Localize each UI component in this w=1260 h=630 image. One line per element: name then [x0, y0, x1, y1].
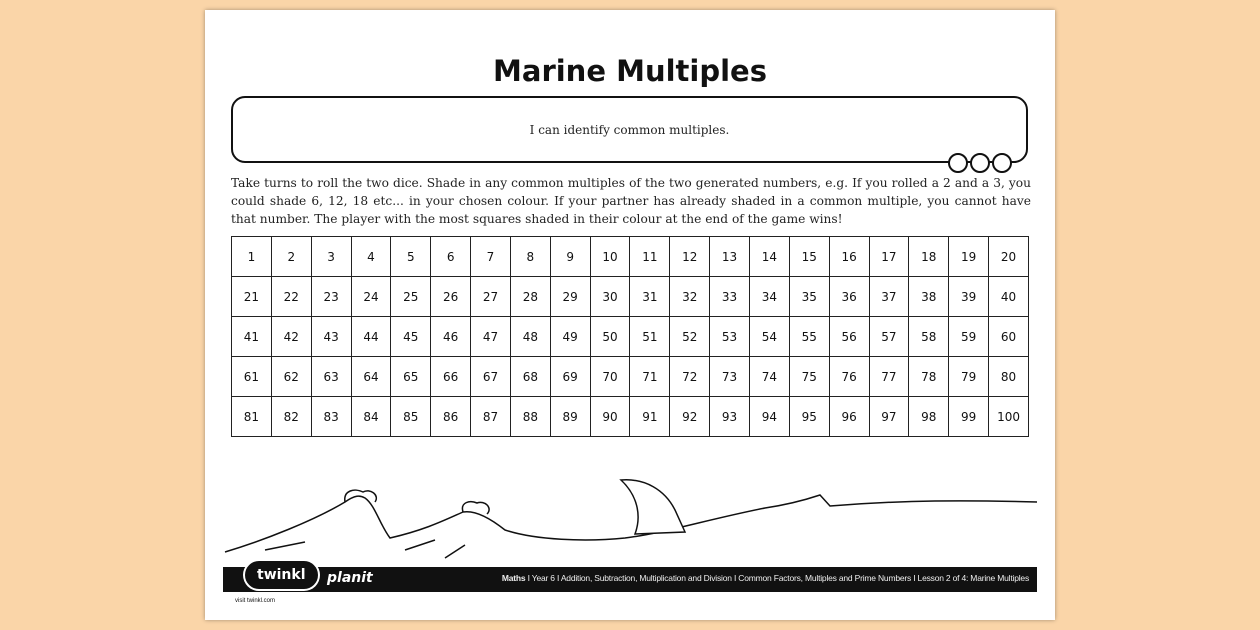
self-assessment-circles — [948, 153, 1012, 173]
grid-cell[interactable]: 99 — [949, 397, 989, 437]
grid-cell[interactable]: 11 — [630, 237, 670, 277]
footer-breadcrumb: Maths I Year 6 I Addition, Subtraction, Multiplication and Division I Common Factors, Multiples and Prime Numbers I Lesson 2 of 4: Marine Multiples — [501, 573, 1029, 583]
grid-cell[interactable]: 63 — [311, 357, 351, 397]
grid-cell[interactable]: 97 — [869, 397, 909, 437]
grid-cell[interactable]: 32 — [670, 277, 710, 317]
grid-cell[interactable]: 48 — [510, 317, 550, 357]
grid-cell[interactable]: 31 — [630, 277, 670, 317]
grid-cell[interactable]: 33 — [710, 277, 750, 317]
grid-cell[interactable]: 95 — [789, 397, 829, 437]
grid-cell[interactable]: 85 — [391, 397, 431, 437]
grid-row — [232, 317, 1029, 357]
grid-cell[interactable]: 62 — [271, 357, 311, 397]
grid-cell[interactable]: 22 — [271, 277, 311, 317]
grid-cell[interactable]: 42 — [271, 317, 311, 357]
grid-cell[interactable]: 7 — [471, 237, 511, 277]
grid-cell[interactable]: 54 — [749, 317, 789, 357]
grid-cell[interactable]: 4 — [351, 237, 391, 277]
grid-cell[interactable]: 40 — [989, 277, 1029, 317]
grid-cell[interactable]: 78 — [909, 357, 949, 397]
grid-cell[interactable]: 73 — [710, 357, 750, 397]
grid-cell[interactable]: 88 — [510, 397, 550, 437]
grid-cell[interactable]: 41 — [232, 317, 272, 357]
grid-cell[interactable]: 5 — [391, 237, 431, 277]
grid-cell[interactable]: 75 — [789, 357, 829, 397]
grid-cell[interactable]: 86 — [431, 397, 471, 437]
grid-cell[interactable]: 96 — [829, 397, 869, 437]
grid-cell[interactable]: 90 — [590, 397, 630, 437]
worksheet-page — [205, 10, 1055, 620]
grid-cell[interactable]: 58 — [909, 317, 949, 357]
grid-cell[interactable]: 14 — [749, 237, 789, 277]
grid-cell[interactable]: 37 — [869, 277, 909, 317]
grid-cell[interactable]: 43 — [311, 317, 351, 357]
grid-cell[interactable]: 9 — [550, 237, 590, 277]
grid-cell[interactable]: 87 — [471, 397, 511, 437]
grid-cell[interactable]: 29 — [550, 277, 590, 317]
grid-cell[interactable]: 55 — [789, 317, 829, 357]
grid-cell[interactable]: 50 — [590, 317, 630, 357]
grid-cell[interactable]: 80 — [989, 357, 1029, 397]
grid-cell[interactable]: 66 — [431, 357, 471, 397]
hundred-square-grid — [231, 236, 1029, 437]
grid-cell[interactable]: 15 — [789, 237, 829, 277]
website-link[interactable]: visit twinkl.com — [235, 598, 276, 604]
grid-cell[interactable]: 24 — [351, 277, 391, 317]
grid-cell[interactable]: 56 — [829, 317, 869, 357]
grid-cell[interactable]: 59 — [949, 317, 989, 357]
grid-cell[interactable]: 18 — [909, 237, 949, 277]
grid-cell[interactable]: 36 — [829, 277, 869, 317]
grid-cell[interactable]: 39 — [949, 277, 989, 317]
grid-cell[interactable]: 3 — [311, 237, 351, 277]
grid-cell[interactable]: 27 — [471, 277, 511, 317]
grid-cell[interactable]: 53 — [710, 317, 750, 357]
page-title: Marine Multiples — [493, 54, 767, 88]
grid-cell[interactable]: 16 — [829, 237, 869, 277]
grid-row — [232, 357, 1029, 397]
grid-cell[interactable]: 93 — [710, 397, 750, 437]
grid-cell[interactable]: 47 — [471, 317, 511, 357]
grid-cell[interactable]: 98 — [909, 397, 949, 437]
grid-cell[interactable]: 28 — [510, 277, 550, 317]
learning-objective: I can identify common multiples. — [529, 122, 730, 137]
grid-cell[interactable]: 82 — [271, 397, 311, 437]
grid-cell[interactable]: 68 — [510, 357, 550, 397]
grid-cell[interactable]: 20 — [989, 237, 1029, 277]
grid-cell[interactable]: 10 — [590, 237, 630, 277]
grid-row — [232, 397, 1029, 437]
grid-row — [232, 277, 1029, 317]
grid-cell[interactable]: 23 — [311, 277, 351, 317]
footer-bar — [223, 567, 1037, 592]
grid-cell[interactable]: 74 — [749, 357, 789, 397]
grid-cell[interactable]: 89 — [550, 397, 590, 437]
grid-cell[interactable]: 25 — [391, 277, 431, 317]
grid-cell[interactable]: 34 — [749, 277, 789, 317]
grid-cell[interactable]: 1 — [232, 237, 272, 277]
grid-cell[interactable]: 6 — [431, 237, 471, 277]
twinkl-logo: twinkl — [245, 561, 318, 589]
grid-cell[interactable]: 84 — [351, 397, 391, 437]
grid-cell[interactable]: 30 — [590, 277, 630, 317]
grid-cell[interactable]: 49 — [550, 317, 590, 357]
grid-cell[interactable]: 38 — [909, 277, 949, 317]
grid-cell[interactable]: 64 — [351, 357, 391, 397]
grid-cell[interactable]: 26 — [431, 277, 471, 317]
grid-cell[interactable]: 13 — [710, 237, 750, 277]
planit-brand: planit — [327, 570, 373, 586]
grid-cell[interactable]: 76 — [829, 357, 869, 397]
grid-cell[interactable]: 94 — [749, 397, 789, 437]
grid-row — [232, 237, 1029, 277]
grid-cell[interactable]: 17 — [869, 237, 909, 277]
grid-cell[interactable]: 51 — [630, 317, 670, 357]
grid-cell[interactable]: 71 — [630, 357, 670, 397]
grid-cell[interactable]: 44 — [351, 317, 391, 357]
grid-cell[interactable]: 61 — [232, 357, 272, 397]
learning-objective-box — [231, 96, 1028, 163]
grid-cell[interactable]: 19 — [949, 237, 989, 277]
grid-cell[interactable]: 70 — [590, 357, 630, 397]
grid-cell[interactable]: 91 — [630, 397, 670, 437]
grid-cell[interactable]: 2 — [271, 237, 311, 277]
grid-cell[interactable]: 65 — [391, 357, 431, 397]
grid-cell[interactable]: 8 — [510, 237, 550, 277]
grid-cell[interactable]: 72 — [670, 357, 710, 397]
grid-cell[interactable]: 81 — [232, 397, 272, 437]
grid-cell[interactable]: 45 — [391, 317, 431, 357]
sea-shark-fin-illustration — [205, 450, 1055, 565]
grid-cell[interactable]: 79 — [949, 357, 989, 397]
grid-cell[interactable]: 52 — [670, 317, 710, 357]
grid-cell[interactable]: 12 — [670, 237, 710, 277]
grid-cell[interactable]: 21 — [232, 277, 272, 317]
instructions: Take turns to roll the two dice. Shade in any common multiples of the two generated numbers, e.g. If you rolled a 2 and a 3, you could shade 6, 12, 18 etc... in your chosen colour. If your partner has already shaded in a common multiple, you cannot have that number. The player with the most squares shaded in their colour at the end of the game wins! — [231, 176, 1031, 226]
grid-cell[interactable]: 60 — [989, 317, 1029, 357]
grid-cell[interactable]: 35 — [789, 277, 829, 317]
grid-cell[interactable]: 83 — [311, 397, 351, 437]
grid-cell[interactable]: 46 — [431, 317, 471, 357]
grid-cell[interactable]: 69 — [550, 357, 590, 397]
grid-cell[interactable]: 100 — [989, 397, 1029, 437]
grid-cell[interactable]: 92 — [670, 397, 710, 437]
grid-cell[interactable]: 77 — [869, 357, 909, 397]
grid-cell[interactable]: 67 — [471, 357, 511, 397]
grid-cell[interactable]: 57 — [869, 317, 909, 357]
